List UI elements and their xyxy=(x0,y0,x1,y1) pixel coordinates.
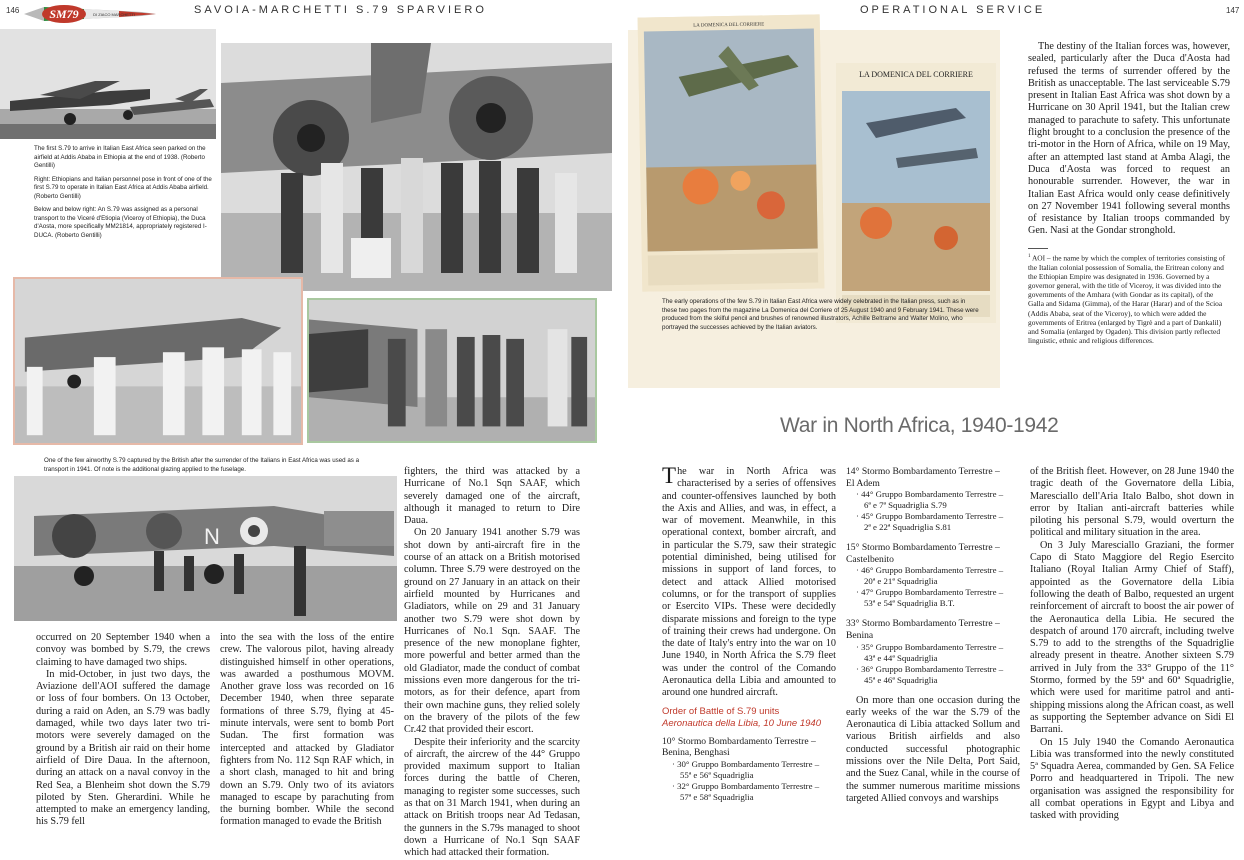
running-head-left: SAVOIA-MARCHETTI S.79 SPARVIERO xyxy=(194,4,487,16)
oob-unit-block xyxy=(846,466,1020,533)
right-text-column-1 xyxy=(662,463,836,812)
oob-unit-block xyxy=(846,618,1020,685)
sm79-logo xyxy=(24,3,156,25)
oob-sub: 55ª e 56ª Squadriglia xyxy=(680,769,754,780)
body-paragraph: into the sea with the loss of the entire crew. The valorous pilot, having already distinguished himself in other operations, was awarded a posthumous MOVM. Another grave loss was recorded on 16 December 1940, when three separate formations of three S.79, flying at 45-minute intervals, were sent to bomb Port Sudan. The first formation was intercepted and attacked by Gladiator fighters from No. 112 Sqn RAF which, in a short clash, managed to hit and bring down an S.79. Only two of its aviators managed to escape by parachuting from the burning bomber. While the second formation managed to evade the British xyxy=(220,632,394,828)
caption-paragraph: Below and below right: An S.79 was assigned as a personal transport to the Viceré d'Etiopia (Viceroy of Ethiopia), the Duca d'Aosta, more specifically MM21814, appropriately registered I-DUCA. (Roberto Gentilli) xyxy=(34,206,207,239)
body-paragraph: On 3 July Maresciallo Graziani, the former Capo di Stato Maggiore del Regio Esercito Italiano (Royal Italian Army Chief of Staff), appointed as the Governatore della Libia following the death of Balbo, requested an urgent reinforcement of aircraft to boost the air power of the Aeronautica della Libia. He secured the despatch of around 170 aircraft, including twelve S.79 to add to the strengths of the Squadriglie already present in theatre. Another sixteen S.79 arrived in July from the 33° Gruppo of the 11° Stormo, formed by the 59ª and 60ª Squadriglie, which were used for maritime patrol and anti-shipping missions along the African coast, as well as supporting the September advance on Sidi El Barrani. xyxy=(1030,539,1234,736)
page-number-left: 146 xyxy=(6,6,20,15)
oob-base: Benina, Benghasi xyxy=(662,747,730,759)
oob-sub: · 46° Gruppo Bombardamento Terrestre – xyxy=(856,565,1004,576)
svg-text:LA DOMENICA DEL CORRIERE: LA DOMENICA DEL CORRIERE xyxy=(859,70,973,79)
left-text-column-3 xyxy=(404,466,580,860)
aircraft-code-letter: N xyxy=(204,524,220,549)
oob-base: Castelbenito xyxy=(846,553,894,565)
photo-i-duca-ceremony xyxy=(13,277,303,445)
oob-unit: 10° Stormo Bombardamento Terrestre – xyxy=(662,735,816,747)
oob-sub: · 45° Gruppo Bombardamento Terrestre – xyxy=(856,511,1004,522)
oob-sub: · 44° Gruppo Bombardamento Terrestre – xyxy=(856,489,1004,500)
svg-text:DI ZIACO MARCHETTI: DI ZIACO MARCHETTI xyxy=(93,12,135,17)
body-paragraph: In mid-October, in just two days, the Aviazione dell'AOI suffered the damage or loss of four bombers. On 13 October, during a raid on Aden, an S.79 was badly damaged, while two days later two tri-motors were severely damaged on the ground by a British air raid on their home airfield of Dire Daua. In the afternoon, during an attack on a naval convoy in the Red Sea, a Blenheim shot down the S.79 piloted by Sten. Gherardini. While he attempted to make an emergency landing, his S.79 fell xyxy=(36,668,210,828)
caption-magazine-covers: The early operations of the few S.79 in Italian East Africa were widely celebrated in the Italian press, such as in these two pages from the magazine La Domenica del Corriere of 25 August 1940 and 9 February 1941. These were produced from the skilful pencil and brushes of renowned illustrators, Achille Beltrame and Walter Molino, who portrayed the successes achieved by the Italian aviators. xyxy=(662,298,979,331)
body-paragraph: occurred on 20 September 1940 when a convoy was bombed by S.79, the crews claiming to have damaged two ships. xyxy=(36,632,210,668)
caption-paragraph: The first S.79 to arrive in Italian East Africa seen parked on the airfield at Addis Ababa in Ethiopia at the end of 1938. (Roberto Gentilli) xyxy=(34,145,206,169)
oob-unit: 33° Stormo Bombardamento Terrestre – xyxy=(846,618,1000,630)
footnote-text: AOI – the name by which the complex of territories consisting of the Italian colonial possession of Somalia, the Eritrean colony and the Ethiopian Empire was designated in 1936. Governed by a governor general, with the title of Viceroy, it was divided into the governments of the Amhara (with Gondar as its capital), of the Galla and Sidama (Gimma), of the Harar (Harar) and of the Scioa (Addis Ababa, seat of the Viceroy), to which were added the governments of Eritrea (enlarged by Tigrè and a part of Dankalil) and Somalia (enlarged by Ogaden). This division partly reflected linguistic, ethnic and religious differences. xyxy=(1028,253,1226,346)
oob-sub: 20ª e 21ª Squadriglia xyxy=(864,576,938,587)
oob-unit: 15° Stormo Bombardamento Terrestre – xyxy=(846,542,1000,554)
right-text-column-3 xyxy=(1030,466,1234,823)
body-paragraph: On 20 January 1941 another S.79 was shot down by anti-aircraft fire in the course of an attack on a British motorised column. Three S.79 were destroyed on the ground on 27 January in an attack on their airfield mounted by Hurricanes and Gladiators, while on 29 and 31 January another two S.79 were shot down by Hurricanes of No.1 Sqn. SAAF. The presence of the new monoplane fighter, more powerful and better armed than the old Gladiator, made the conduct of combat missions even more dangerous for the tri-motors, as for their defence, apart from their own machine guns, they relied solely on the bravery of the pilots of the few Cr.42 that provided their escort. xyxy=(404,527,580,736)
svg-text:SM79: SM79 xyxy=(49,7,79,21)
photo-s79-parked-addis-ababa xyxy=(0,29,216,139)
oob-unit-block xyxy=(662,736,836,803)
oob-base: El Adem xyxy=(846,477,880,489)
oob-title: Order of Battle of S.79 units xyxy=(662,705,780,717)
oob-unit: 14° Stormo Bombardamento Terrestre – xyxy=(846,466,1000,477)
footnote-rule xyxy=(1028,248,1048,249)
photo-personnel-in-front-of-s79 xyxy=(221,43,612,291)
right-page xyxy=(628,0,1244,822)
body-paragraph: Despite their inferiority and the scarcity of aircraft, the aircrew of the 44° Gruppo provided maximum support to Italian forces during the battle of Cheren, managing to register some successes, such as that on 31 March 1941, when during an attack on British troops near Ad Tedasan, the gunners in the S.79s managed to shoot down a Hurricane of No.1 Sqn SAAF which had attacked their formation. xyxy=(404,736,580,859)
page-number-right: 147 xyxy=(1226,6,1240,15)
running-head-right: OPERATIONAL SERVICE xyxy=(860,4,1046,16)
oob-sub: · 35° Gruppo Bombardamento Terrestre – xyxy=(856,641,1004,652)
oob-sub: 2ª e 22ª Squadriglia S.81 xyxy=(864,522,952,533)
left-text-column-2 xyxy=(220,632,394,829)
caption-captured-s79: One of the few airworthy S.79 captured by the British after the surrender of the Italians in East Africa was used as a transport in 1941. Of note is the additional glazing applied to the fuselage. xyxy=(44,457,360,473)
oob-sub: 6ª e 7ª Squadriglia S.79 xyxy=(864,500,947,511)
body-paragraph: The destiny of the Italian forces was, however, sealed, particularly after the Duca d'Aosta had refused the terms of surrender offered by the British as unacceptable. The last serviceable S.79 present in Italian East Africa was shot down by a Hurricane on 30 April 1941, but the Italian crew managed to parachute to safety. This unfortunate flight brought to a conclusion the presence of the tri-motor in the Horn of Africa, while on 19 May, after an attempted last stand at Amba Alagi, the Duca d'Aosta was forced to request an honourable surrender. However, the war in Italian East Africa would only cease definitively on 27 November 1941 following several months of resistance by Italian troops commanded by Gen. Nasi at the Gondar stronghold. xyxy=(1028,41,1230,237)
svg-text:LA DOMENICA DEL CORRIERE: LA DOMENICA DEL CORRIERE xyxy=(693,22,765,29)
oob-subtitle: Aeronautica della Libia, 10 June 1940 xyxy=(662,717,821,729)
oob-sub: · 30° Gruppo Bombardamento Terrestre – xyxy=(672,758,820,769)
oob-unit-block xyxy=(846,542,1020,609)
right-text-column-2 xyxy=(846,466,1020,805)
oob-base: Benina xyxy=(846,629,874,641)
magazine-cover-february-1941 xyxy=(836,63,996,323)
body-paragraph: On more than one occasion during the early weeks of the war the S.79 of the Aeronautica di Libia attacked Sollum and various British airfields and also conducted successful photographic missions over the Nile Delta, Port Said, and the Suez Canal, while in the course of the summer numerous maritime missions targeted Allied convoys and warships xyxy=(846,694,1020,804)
body-paragraph: fighters, the third was attacked by a Hurricane of No.1 Sqn SAAF, which severely damaged one of the aircraft, although it managed to return to Dire Daua. xyxy=(404,466,580,527)
oob-sub: 45ª e 46ª Squadriglia xyxy=(864,674,938,685)
footnote-marker: 1 xyxy=(1028,254,1031,259)
left-page xyxy=(0,0,612,859)
photo-captured-s79-transport xyxy=(14,476,397,621)
magazine-cover-august-1940 xyxy=(638,14,825,291)
caption-east-africa-photos xyxy=(34,145,216,245)
photo-officers-with-s79 xyxy=(307,298,597,443)
footnote xyxy=(1028,252,1228,346)
oob-sub: 43ª e 44ª Squadriglia xyxy=(864,652,938,663)
oob-sub: · 32° Gruppo Bombardamento Terrestre – xyxy=(672,780,820,791)
caption-paragraph: Right: Ethiopians and Italian personnel pose in front of one of the first S.79 to operate in Italian East Africa at Addis Ababa airfield. (Roberto Gentilli) xyxy=(34,175,212,200)
right-text-top xyxy=(1028,41,1230,238)
drop-cap: T xyxy=(662,463,677,488)
oob-sub: · 36° Gruppo Bombardamento Terrestre – xyxy=(856,663,1004,674)
left-text-column-1 xyxy=(36,632,210,829)
oob-sub: 53ª e 54ª Squadriglia B.T. xyxy=(864,598,955,609)
body-paragraph: On 15 July 1940 the Comando Aeronautica Libia was transformed into the newly constituted 5ª Squadra Aerea, commanded by Gen. SA Felice Porro and headquartered in Tripoli. The new organisation was assigned the responsibility for all combat operations in Egypt and Libya and tasked with providing xyxy=(1030,736,1234,822)
oob-sub: · 47° Gruppo Bombardamento Terrestre – xyxy=(856,587,1004,598)
oob-heading xyxy=(662,706,836,730)
body-paragraph: of the British fleet. However, on 28 June 1940 the tragic death of the Governatore della Libia, Maresciallo dell'Aria Italo Balbo, shot down in error by Italian anti-aircraft batteries while piloting his personal S.79, would overturn the political and military situation in the area. xyxy=(1030,466,1234,539)
section-title: War in North Africa, 1940-1942 xyxy=(780,414,1059,437)
body-paragraph: The war in North Africa was characterised by a series of offensives and counter-offensives launched by both the Axis and Allies, and was, in effect, a war of movement. Meanwhile, in this operational context, bomber aircraft, and in particular the S.79, saw their strategic potential diminished, being utilised for missions in support of land forces, to detect and attack Allied motorised columns, or for the transport of supplies or Esercito VIPs. These were decidedly disparate missions and foreign to the type of training their crews had undergone. On the date of Italy's entry into the war on 10 June 1940, in North Africa the S.79 fleet was under the control of the Comando Aeronautica della Libia and amounted to around one hundred aircraft. xyxy=(662,463,836,699)
oob-sub: 57ª e 58ª Squadriglia xyxy=(680,791,754,802)
